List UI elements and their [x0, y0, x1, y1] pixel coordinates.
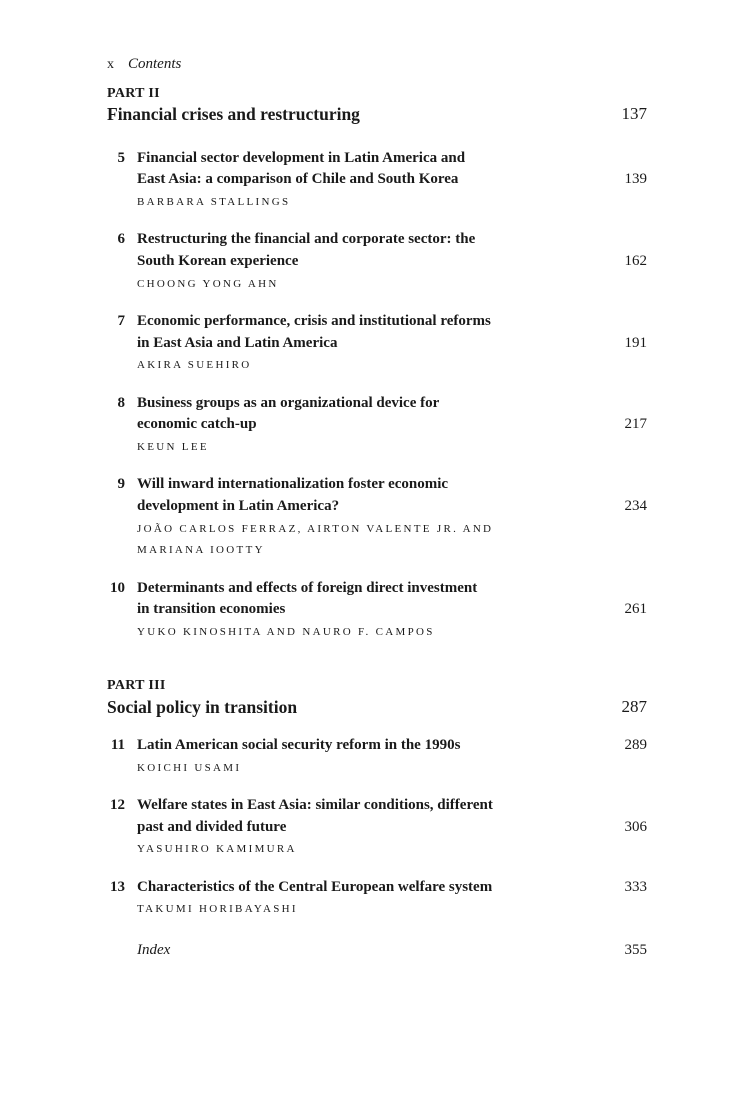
chapter-page-number: 234 [624, 498, 647, 514]
chapter-title-line: Financial sector development in Latin America and [137, 150, 466, 166]
chapter-author: BARBARA STALLINGS [137, 196, 291, 208]
chapter-title-line: South Korean experience [137, 253, 299, 269]
chapter-title-line: Determinants and effects of foreign direct investment [137, 580, 478, 596]
chapter-number: 8 [117, 395, 125, 411]
chapter-title-line: in East Asia and Latin America [137, 335, 338, 351]
running-head-page-number: x [107, 57, 114, 72]
chapter-author: JOÃO CARLOS FERRAZ, AIRTON VALENTE JR. AND [137, 523, 494, 535]
chapter-author: YUKO KINOSHITA AND NAURO F. CAMPOS [137, 626, 435, 638]
chapter-number: 7 [117, 313, 125, 329]
index-page-number: 355 [624, 942, 647, 958]
chapter-author: AKIRA SUEHIRO [137, 359, 252, 371]
chapter-title-line: Business groups as an organizational device for [137, 395, 440, 411]
chapter-author: YASUHIRO KAMIMURA [137, 843, 297, 855]
chapter-title-line: past and divided future [137, 819, 287, 835]
chapter-title-line: development in Latin America? [137, 498, 340, 514]
chapter-title-line: in transition economies [137, 601, 286, 617]
chapter-number: 10 [110, 580, 125, 596]
running-head-title: Contents [128, 56, 182, 72]
chapter-page-number: 333 [624, 879, 647, 895]
part-page-number: 287 [621, 697, 647, 716]
chapter-page-number: 217 [624, 416, 647, 432]
chapter-number: 9 [117, 476, 125, 492]
running-head [107, 56, 181, 73]
part-title: Social policy in transition [107, 697, 298, 717]
chapter-title-line: Restructuring the financial and corporate sector: the [137, 231, 476, 247]
chapter-page-number: 139 [624, 171, 647, 187]
chapter-author: CHOONG YONG AHN [137, 278, 279, 290]
chapter-number: 12 [110, 797, 125, 813]
chapter-author: KOICHI USAMI [137, 762, 242, 774]
part-label: PART III [107, 678, 166, 693]
chapter-title-line: Economic performance, crisis and institutional reforms [137, 313, 491, 329]
part-title: Financial crises and restructuring [107, 104, 360, 124]
chapter-author: TAKUMI HORIBAYASHI [137, 903, 298, 915]
part-label: PART II [107, 86, 160, 101]
chapter-page-number: 306 [624, 819, 647, 835]
chapter-title-line: Will inward internationalization foster economic [137, 476, 449, 492]
chapter-author: MARIANA IOOTTY [137, 544, 265, 556]
part-page-number: 137 [621, 104, 647, 123]
chapter-number: 5 [117, 150, 125, 166]
chapter-page-number: 261 [624, 601, 647, 617]
index-label: Index [137, 942, 171, 958]
chapter-title-line: Characteristics of the Central European welfare system [137, 879, 493, 895]
chapter-author: KEUN LEE [137, 441, 209, 453]
chapter-number: 13 [110, 879, 125, 895]
chapter-title-line: economic catch-up [137, 416, 257, 432]
chapter-number: 6 [117, 231, 125, 247]
chapter-title-line: East Asia: a comparison of Chile and South Korea [137, 171, 459, 187]
chapter-page-number: 191 [624, 335, 647, 351]
chapter-title-line: Latin American social security reform in the 1990s [137, 737, 461, 753]
chapter-title-line: Welfare states in East Asia: similar conditions, different [137, 797, 493, 813]
chapter-page-number: 289 [624, 737, 647, 753]
chapter-page-number: 162 [624, 253, 647, 269]
chapter-number: 11 [110, 737, 125, 753]
